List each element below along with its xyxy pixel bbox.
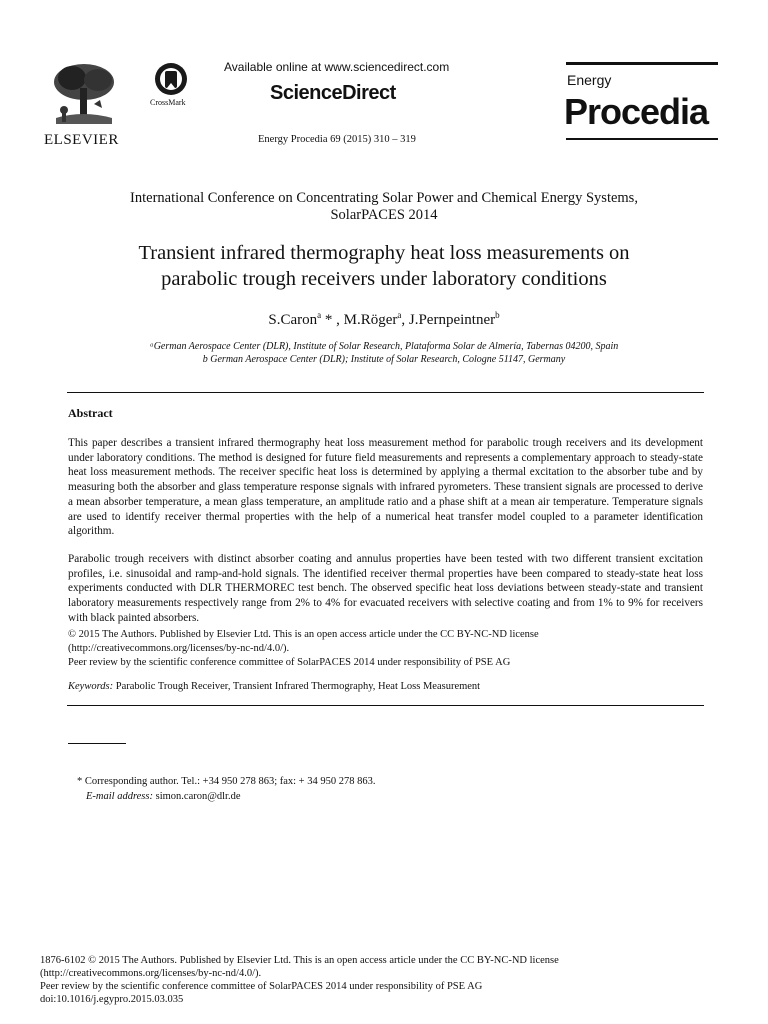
bottom-peer-review: Peer review by the scientific conference committee of SolarPACES 2014 under responsibility of PSE AG bbox=[40, 981, 483, 992]
conference-line-1: International Conference on Concentrating Solar Power and Chemical Energy Systems, bbox=[130, 190, 638, 206]
crossmark-label: CrossMark bbox=[150, 98, 186, 107]
copyright-line: © 2015 The Authors. Published by Elsevier Ltd. This is an open access article under the CC BY-NC-ND license bbox=[68, 629, 539, 640]
affiliation-a: ᵃGerman Aerospace Center (DLR), Institute of Solar Research, Plataforma Solar de Almería, Tabernas 04200, Spain bbox=[149, 341, 619, 352]
email-label: E-mail address: bbox=[86, 791, 153, 802]
journal-citation: Energy Procedia 69 (2015) 310 – 319 bbox=[258, 134, 416, 145]
journal-name-top: Energy bbox=[567, 72, 612, 88]
conference-line-2: SolarPACES 2014 bbox=[330, 207, 438, 223]
affiliation-b: b German Aerospace Center (DLR); Institute of Solar Research, Cologne 51147, Germany bbox=[202, 354, 566, 365]
author-separator: * , bbox=[321, 312, 344, 328]
journal-rule-top bbox=[566, 62, 718, 65]
footnote-rule bbox=[68, 743, 126, 744]
corresponding-author-note: * Corresponding author. Tel.: +34 950 278 863; fax: + 34 950 278 863. bbox=[77, 776, 376, 787]
issn-copyright: 1876-6102 © 2015 The Authors. Published by Elsevier Ltd. This is an open access article under the CC BY-NC-ND license bbox=[40, 955, 559, 966]
abstract-paragraph-1: This paper describes a transient infrared thermography heat loss measurement method for parabolic trough receivers and its development under laboratory conditions. The method is designed for future field measurements and represents a complementary approach to steady-state heat loss measurement methods. The receiver specific heat loss is determined by applying a thermal excitation to the absorber tube and by measuring both the absorber and glass temperature response signals with infrared pyrometers. These transient signals are processed to derive a mean absorber temperature, a mean glass temperature, an amplitude ratio and a phase shift at a mean air temperature. Temperature signals are used to identify receiver thermal properties with the help of a numerical heat transfer model coupled to a parameter identification algorithm. bbox=[68, 437, 703, 538]
peer-review-note: Peer review by the scientific conference committee of SolarPACES 2014 under responsibility of PSE AG bbox=[68, 657, 511, 668]
license-link[interactable]: (http://creativecommons.org/licenses/by-nc-nd/4.0/). bbox=[68, 643, 290, 654]
title-line-2: parabolic trough receivers under laboratory conditions bbox=[161, 268, 607, 290]
doi[interactable]: doi:10.1016/j.egypro.2015.03.035 bbox=[40, 994, 184, 1005]
author-name: M.Röger bbox=[343, 312, 398, 328]
author-affiliation-mark: a bbox=[397, 310, 402, 320]
conference-name bbox=[40, 190, 728, 224]
abstract-heading: Abstract bbox=[68, 406, 113, 420]
abstract-rule-top bbox=[67, 392, 704, 393]
abstract-rule-bottom bbox=[67, 705, 704, 706]
keywords-label: Keywords: bbox=[68, 681, 114, 692]
keywords bbox=[68, 681, 480, 692]
journal-name-main: Procedia bbox=[564, 91, 709, 132]
bottom-license-link[interactable]: (http://creativecommons.org/licenses/by-nc-nd/4.0/). bbox=[40, 968, 262, 979]
elsevier-tree-icon bbox=[46, 60, 120, 126]
crossmark-icon bbox=[154, 62, 188, 96]
author-affiliation-mark: a bbox=[317, 310, 322, 320]
author-list bbox=[40, 310, 728, 329]
author-separator: , bbox=[401, 312, 409, 328]
email-address[interactable]: simon.caron@dlr.de bbox=[152, 791, 241, 802]
title-line-1: Transient infrared thermography heat loss measurements on bbox=[138, 242, 630, 264]
author-name: J.Pernpeintner bbox=[408, 312, 496, 328]
article-title bbox=[40, 240, 728, 292]
available-online[interactable]: Available online at www.sciencedirect.com bbox=[224, 60, 450, 74]
journal-rule-bottom bbox=[566, 138, 718, 140]
keywords-list: Parabolic Trough Receiver, Transient Infrared Thermography, Heat Loss Measurement bbox=[113, 681, 481, 692]
author-name: S.Caron bbox=[268, 312, 318, 328]
elsevier-wordmark: ELSEVIER bbox=[44, 132, 119, 148]
email-note bbox=[86, 791, 241, 802]
author-affiliation-mark: b bbox=[495, 310, 500, 320]
abstract-paragraph-2: Parabolic trough receivers with distinct absorber coating and annulus properties have been tested with two different transient excitation profiles, i.e. sinusoidal and ramp-and-hold signals. The identified receiver thermal properties have been compared to steady-state heat loss experiments conducted with DLR THERMOREC test bench. The observed specific heat loss deviations between steady-state and transient laboratory measurements respectively range from 2% to 4% for evacuated receivers with selective coating and from 1% to 9% for receivers with black painted absorbers. bbox=[68, 553, 703, 624]
sciencedirect-logo[interactable]: ScienceDirect bbox=[270, 82, 396, 104]
